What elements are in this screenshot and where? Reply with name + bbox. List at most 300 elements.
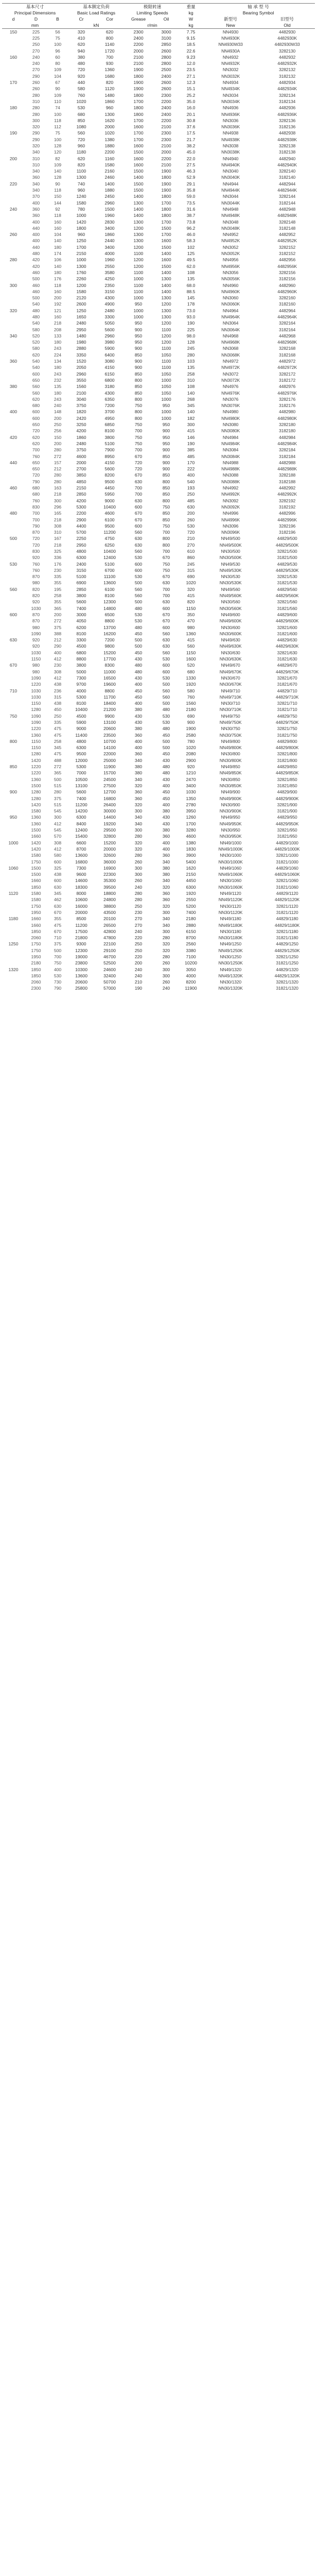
cell-old-designation: 3182192 <box>279 504 296 510</box>
cell-mass: 245 <box>187 561 195 567</box>
cell-bore <box>2 700 25 706</box>
cell-static-load: 12400 <box>103 555 116 561</box>
cell-outer-diameter: 370 <box>32 194 40 199</box>
cell-bore <box>2 618 25 624</box>
cell-bore <box>2 605 25 612</box>
cell-bore <box>2 745 25 751</box>
cell-old-designation: 4482992 <box>279 485 296 491</box>
cell-oil-speed: 2200 <box>161 98 171 104</box>
cell-dynamic-load: 3150 <box>76 567 86 573</box>
cell-new-designation: NN49/750K <box>219 720 242 725</box>
cell-grease-speed: 700 <box>134 428 143 434</box>
cell-oil-speed: 430 <box>162 776 170 782</box>
cell-dynamic-load: 4050 <box>76 618 86 624</box>
cell-new-designation: NN49/1180K <box>218 922 243 928</box>
cell-old-designation: 3282172 <box>279 371 296 377</box>
cell-oil-speed: 450 <box>162 795 170 801</box>
cell-dynamic-load: 16000 <box>75 903 87 909</box>
cell-width: 500 <box>54 947 62 953</box>
cell-oil-speed: 1100 <box>161 359 171 364</box>
cell-mass: 145 <box>187 295 195 301</box>
cell-dynamic-load: 3040 <box>76 396 86 402</box>
cell-old-designation: 3182172 <box>279 377 296 383</box>
cell-width: 250 <box>54 422 62 428</box>
cell-mass: 2580 <box>186 732 196 738</box>
cell-static-load: 5100 <box>104 440 115 446</box>
cell-new-designation: NN49/1000 <box>220 840 241 845</box>
cell-grease-speed: 1000 <box>133 295 144 301</box>
cell-width: 56 <box>55 29 60 35</box>
cell-mass: 760 <box>187 694 195 700</box>
cell-grease-speed: 380 <box>134 764 143 770</box>
table-row <box>2 986 315 992</box>
cell-new-designation: NN3056 <box>222 269 239 275</box>
cell-oil-speed: 1200 <box>161 340 171 345</box>
cell-new-designation: NN49/600K <box>219 618 242 624</box>
table-row <box>2 650 315 656</box>
cell-grease-speed: 300 <box>134 865 143 871</box>
cell-dynamic-load: 2880 <box>76 346 86 351</box>
cell-oil-speed: 1300 <box>161 276 171 282</box>
cell-grease-speed: 1500 <box>133 188 144 193</box>
cell-outer-diameter: 440 <box>32 244 40 250</box>
cell-grease-speed: 480 <box>134 624 143 630</box>
table-row <box>2 954 315 960</box>
table-row <box>2 859 315 865</box>
cell-grease-speed: 2100 <box>133 61 144 66</box>
cell-static-load: 2200 <box>104 149 115 155</box>
cell-dynamic-load: 8700 <box>76 846 86 852</box>
cell-old-designation: 31821/800 <box>277 757 297 763</box>
cell-grease-speed: 900 <box>134 327 143 332</box>
cell-dynamic-load: 16800 <box>75 859 87 865</box>
cell-dynamic-load: 4200 <box>76 428 86 434</box>
cell-width: 280 <box>54 472 62 478</box>
cell-old-designation: 3282144 <box>279 194 296 199</box>
cell-new-designation: NN30/670 <box>221 675 240 681</box>
cell-oil-speed: 360 <box>162 897 170 903</box>
cell-oil-speed: 1000 <box>161 377 171 383</box>
cell-bore: 180 <box>9 105 17 111</box>
cell-mass: 135 <box>187 365 195 370</box>
cell-new-designation: NN3088 <box>222 472 239 478</box>
cell-new-designation: NN49/530K <box>219 567 242 573</box>
cell-grease-speed: 500 <box>134 643 143 649</box>
cell-static-load: 800 <box>105 35 114 41</box>
cell-old-designation: 44829/500K <box>275 542 299 548</box>
cell-dynamic-load: 2950 <box>76 542 86 548</box>
cell-mass: 1380 <box>186 840 196 845</box>
cell-bore <box>2 149 25 156</box>
cell-oil-speed: 2400 <box>161 73 171 79</box>
cell-oil-speed: 900 <box>162 460 170 465</box>
cell-new-designation: NN4964K <box>221 314 240 319</box>
table-row <box>2 244 315 250</box>
table-row <box>2 815 315 821</box>
table-row <box>2 719 315 725</box>
cell-bore <box>2 947 25 954</box>
cell-oil-speed: 320 <box>162 947 170 953</box>
cell-outer-diameter: 460 <box>32 282 40 288</box>
cell-width: 412 <box>54 675 62 681</box>
cell-static-load: 6850 <box>104 422 115 428</box>
cell-oil-speed: 380 <box>162 808 170 814</box>
cell-oil-speed: 850 <box>162 492 170 497</box>
cell-new-designation: NN4992 <box>222 485 239 491</box>
cell-static-load: 7200 <box>104 403 115 409</box>
table-row <box>2 536 315 542</box>
cell-mass: 6150 <box>186 928 196 934</box>
cell-dynamic-load: 960 <box>77 143 85 148</box>
cell-grease-speed: 630 <box>134 498 143 503</box>
cell-bore: 1120 <box>8 891 19 896</box>
cell-old-designation: 4482948K <box>277 213 297 218</box>
cell-old-designation: 3282140 <box>279 168 296 174</box>
cell-width: 118 <box>54 213 61 218</box>
cell-width: 256 <box>54 428 62 434</box>
cell-static-load: 23500 <box>103 732 116 738</box>
cell-mass: 5200 <box>186 903 196 909</box>
cell-bore: 900 <box>9 789 17 795</box>
cell-outer-diameter: 650 <box>32 460 40 465</box>
cell-grease-speed: 700 <box>134 485 143 491</box>
cell-dynamic-load: 1700 <box>76 244 86 250</box>
cell-oil-speed: 560 <box>162 694 170 700</box>
cell-mass: 140 <box>187 409 195 415</box>
cell-mass: 1260 <box>186 815 196 820</box>
cell-grease-speed: 480 <box>134 605 143 611</box>
table-row <box>2 529 315 535</box>
cell-width: 530 <box>54 973 62 978</box>
cell-grease-speed: 950 <box>134 301 143 307</box>
cell-outer-diameter: 1750 <box>31 903 41 909</box>
cell-outer-diameter: 1090 <box>31 720 41 725</box>
cell-grease-speed: 1300 <box>133 200 144 206</box>
cell-oil-speed: 1100 <box>161 327 171 332</box>
table-row <box>2 485 315 491</box>
cell-dynamic-load: 2420 <box>76 415 86 421</box>
cell-bore: 670 <box>9 663 17 668</box>
table-row <box>2 871 315 877</box>
table-row <box>2 206 315 212</box>
old-designation-label: 旧型号 <box>280 16 294 22</box>
cell-width: 272 <box>54 453 62 459</box>
cell-grease-speed: 1200 <box>133 263 144 269</box>
cell-old-designation: 31821/1180 <box>276 935 298 941</box>
table-row <box>2 656 315 662</box>
cell-new-designation: NN49/1250K <box>218 947 243 953</box>
cell-old-designation: 4482992K <box>277 492 297 497</box>
cell-dynamic-load: 5700 <box>76 530 86 535</box>
cell-width: 243 <box>54 396 62 402</box>
table-row <box>2 700 315 706</box>
cell-oil-speed: 600 <box>162 624 170 630</box>
cell-outer-diameter: 290 <box>32 130 40 136</box>
cell-width: 365 <box>54 770 62 776</box>
cell-mass: 182 <box>187 415 195 421</box>
cell-oil-speed: 360 <box>162 891 170 896</box>
cell-bore <box>2 320 25 327</box>
load-group-label: 基本额定负荷 <box>68 4 125 10</box>
cell-old-designation: 32821/750 <box>277 726 297 732</box>
cell-outer-diameter: 240 <box>32 54 40 60</box>
cell-static-load: 15200 <box>103 840 116 845</box>
cell-oil-speed: 1400 <box>161 289 171 294</box>
cell-old-designation: 44829/800 <box>277 738 297 744</box>
cell-grease-speed: 1900 <box>133 67 144 73</box>
cell-static-load: 2830 <box>104 219 115 225</box>
cell-outer-diameter: 1660 <box>31 922 41 928</box>
cell-bore <box>2 675 25 681</box>
cell-static-load: 1480 <box>104 92 115 98</box>
cell-new-designation: NN3048K <box>221 225 240 231</box>
cell-oil-speed: 480 <box>162 726 170 732</box>
cell-old-designation: 32821/560 <box>277 599 297 605</box>
cell-bore <box>2 884 25 890</box>
cell-outer-diameter: 580 <box>32 327 40 332</box>
cell-mass: 1830 <box>186 846 196 852</box>
dimensions-group-label-en: Principal Dimensions <box>14 10 56 15</box>
cell-outer-diameter: 700 <box>32 511 40 516</box>
cell-grease-speed: 210 <box>134 979 143 985</box>
cell-outer-diameter: 650 <box>32 466 40 472</box>
cell-mass: 415 <box>187 593 195 599</box>
cell-bore <box>2 878 25 884</box>
cell-oil-speed: 260 <box>162 960 170 966</box>
table-row <box>2 492 315 498</box>
cell-old-designation: 4482988K <box>277 466 297 472</box>
cell-oil-speed: 800 <box>162 479 170 484</box>
cell-outer-diameter: 520 <box>32 333 40 338</box>
table-row <box>2 384 315 390</box>
cell-mass: 1350 <box>186 795 196 801</box>
cell-oil-speed: 1300 <box>161 295 171 301</box>
cell-new-designation: NN3052 <box>222 244 239 250</box>
cell-width: 335 <box>54 720 62 725</box>
cell-outer-diameter: 320 <box>32 143 40 148</box>
table-row <box>2 618 315 624</box>
cell-static-load: 19600 <box>103 682 116 687</box>
cell-outer-diameter: 400 <box>32 232 40 238</box>
cell-bore: 340 <box>9 333 17 338</box>
cell-dynamic-load: 2480 <box>76 440 86 446</box>
cell-oil-speed: 1500 <box>161 244 171 250</box>
cell-new-designation: NN4992K <box>221 492 240 497</box>
cell-dynamic-load: 940 <box>77 48 85 54</box>
cell-dynamic-load: 1300 <box>76 175 86 180</box>
cell-oil-speed: 750 <box>162 523 170 529</box>
cell-mass: 245 <box>187 346 195 351</box>
cell-new-designation: NN3056K <box>221 276 240 282</box>
cell-mass: 93.0 <box>186 314 196 319</box>
cell-static-load: 29500 <box>103 827 116 833</box>
cell-outer-diameter: 400 <box>32 238 40 244</box>
cell-bore <box>2 111 25 117</box>
cell-outer-diameter: 500 <box>32 276 40 282</box>
cell-oil-speed: 1300 <box>161 314 171 319</box>
cell-new-designation: NN4938K <box>221 137 240 142</box>
cell-mass: 30.8 <box>186 117 196 123</box>
cell-outer-diameter: 720 <box>32 542 40 548</box>
cell-bore: 170 <box>9 80 17 86</box>
table-row <box>2 795 315 802</box>
cell-width: 790 <box>54 986 62 991</box>
cell-width: 345 <box>54 891 62 896</box>
cell-grease-speed: 380 <box>134 707 143 713</box>
cell-oil-speed: 1700 <box>161 219 171 225</box>
cell-dynamic-load: 5300 <box>76 504 86 510</box>
cell-outer-diameter: 580 <box>32 346 40 351</box>
cell-grease-speed: 220 <box>134 954 143 959</box>
cell-old-designation: 3182176 <box>279 403 296 409</box>
cell-grease-speed: 560 <box>134 593 143 599</box>
cell-outer-diameter: 520 <box>32 340 40 345</box>
cell-outer-diameter: 1220 <box>31 682 41 687</box>
cell-grease-speed: 750 <box>134 440 143 446</box>
cell-bore <box>2 415 25 421</box>
table-row <box>2 358 315 364</box>
cell-bore: 750 <box>9 713 17 719</box>
designation-group-label-en: Bearing Symbol <box>242 10 274 15</box>
cell-static-load: 3300 <box>104 314 115 319</box>
cell-bore <box>2 834 25 840</box>
cell-old-designation: 3282152 <box>279 244 296 250</box>
table-row <box>2 897 315 903</box>
cell-grease-speed: 700 <box>134 492 143 497</box>
cell-bore: 1180 <box>8 916 19 922</box>
cell-width: 243 <box>54 371 62 377</box>
cell-grease-speed: 300 <box>134 808 143 814</box>
cell-dynamic-load: 7300 <box>76 675 86 681</box>
cell-grease-speed: 800 <box>134 409 143 415</box>
cell-grease-speed: 1200 <box>133 225 144 231</box>
cell-dynamic-load: 6600 <box>76 840 86 845</box>
cell-grease-speed: 400 <box>134 745 143 751</box>
cell-mass: 88.5 <box>186 289 196 294</box>
table-row <box>2 175 315 181</box>
cell-dynamic-load: 20000 <box>75 909 87 915</box>
cell-old-designation: 4482952 <box>279 232 296 238</box>
cell-old-designation: 32821/850 <box>277 776 297 782</box>
cell-grease-speed: 560 <box>134 530 143 535</box>
col-B-label: B <box>56 16 59 22</box>
cell-width: 200 <box>54 295 62 301</box>
cell-outer-diameter: 980 <box>32 663 40 668</box>
cell-grease-speed: 1100 <box>133 269 144 275</box>
cell-grease-speed: 360 <box>134 789 143 795</box>
cell-width: 218 <box>54 542 62 548</box>
cell-width: 600 <box>54 878 62 884</box>
cell-oil-speed: 530 <box>162 675 170 681</box>
cell-grease-speed: 260 <box>134 878 143 884</box>
cell-old-designation: 4482972 <box>279 359 296 364</box>
cell-static-load: 24800 <box>103 897 116 903</box>
cell-outer-diameter: 1660 <box>31 916 41 922</box>
cell-dynamic-load: 19000 <box>75 954 87 959</box>
cell-dynamic-load: 5600 <box>76 789 86 795</box>
unit-kg: kg <box>180 22 202 29</box>
cell-width: 74 <box>55 105 60 111</box>
cell-old-designation: 44829/1320K <box>274 973 300 978</box>
cell-outer-diameter: 1850 <box>31 967 41 972</box>
cell-dynamic-load: 8800 <box>76 656 86 662</box>
cell-old-designation: 3282168 <box>279 346 296 351</box>
cell-grease-speed: 630 <box>134 479 143 484</box>
table-row <box>2 117 315 124</box>
table-row <box>2 403 315 409</box>
cell-bore <box>2 295 25 301</box>
cell-grease-speed: 250 <box>134 947 143 953</box>
cell-grease-speed: 280 <box>134 834 143 839</box>
cell-outer-diameter: 680 <box>32 492 40 497</box>
cell-new-designation: NN49/900K <box>219 795 242 801</box>
cell-dynamic-load: 18300 <box>75 884 87 890</box>
cell-outer-diameter: 540 <box>32 359 40 364</box>
cell-oil-speed: 400 <box>162 840 170 845</box>
cell-mass: 680 <box>187 669 195 674</box>
table-row <box>2 846 315 852</box>
cell-old-designation: 3182184 <box>279 453 296 459</box>
table-row <box>2 187 315 193</box>
cell-old-designation: 32821/630 <box>277 650 297 655</box>
cell-bore <box>2 795 25 802</box>
table-row <box>2 947 315 954</box>
cell-oil-speed: 1050 <box>161 352 171 358</box>
cell-oil-speed: 670 <box>162 618 170 624</box>
cell-bore <box>2 492 25 498</box>
cell-mass: 300 <box>187 422 195 428</box>
table-row <box>2 783 315 789</box>
cell-static-load: 2450 <box>104 194 115 199</box>
cell-grease-speed: 1500 <box>133 149 144 155</box>
mass-label-en: kg <box>188 10 193 15</box>
cell-new-designation: NN3032 <box>222 67 239 73</box>
cell-old-designation: 32821/800 <box>277 751 297 757</box>
cell-mass: 18.5 <box>186 42 196 47</box>
cell-bore: 200 <box>9 156 17 161</box>
cell-old-designation: 4482996K <box>277 517 297 522</box>
cell-dynamic-load: 2120 <box>76 295 86 301</box>
cell-outer-diameter: 720 <box>32 536 40 541</box>
cell-static-load: 12300 <box>103 599 116 605</box>
cell-static-load: 10700 <box>103 738 116 744</box>
cell-new-designation: NN49/750 <box>221 713 240 719</box>
cell-bore <box>2 238 25 244</box>
cell-dynamic-load: 850 <box>77 117 85 123</box>
cell-dynamic-load: 9500 <box>76 751 86 757</box>
cell-new-designation: NN4940 <box>222 156 239 161</box>
cell-width: 308 <box>54 669 62 674</box>
cell-oil-speed: 380 <box>162 872 170 877</box>
cell-oil-speed: 340 <box>162 859 170 865</box>
cell-dynamic-load: 960 <box>77 232 85 238</box>
cell-bore <box>2 548 25 554</box>
cell-grease-speed: 400 <box>134 682 143 687</box>
cell-width: 438 <box>54 872 62 877</box>
cell-old-designation: 44829/530K <box>275 567 299 573</box>
cell-oil-speed: 700 <box>162 530 170 535</box>
cell-new-designation: NN49/1320K <box>218 973 243 978</box>
cell-outer-diameter: 820 <box>32 586 40 592</box>
cell-outer-diameter: 460 <box>32 289 40 294</box>
cell-width: 104 <box>54 73 62 79</box>
cell-old-designation: 32821/710 <box>277 701 297 706</box>
cell-old-designation: 32821/530 <box>277 574 297 580</box>
cell-oil-speed: 1400 <box>161 269 171 275</box>
cell-outer-diameter: 1580 <box>31 891 41 896</box>
cell-grease-speed: 750 <box>134 403 143 409</box>
table-row <box>2 561 315 567</box>
